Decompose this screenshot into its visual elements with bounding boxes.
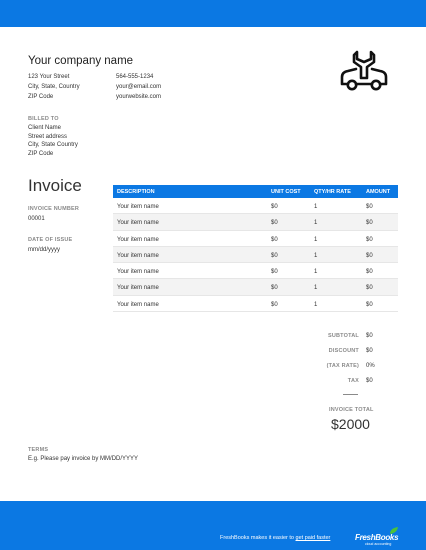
company-address	[28, 72, 80, 102]
item-description: Your item name	[117, 236, 159, 243]
terms-label: TERMS	[28, 447, 49, 453]
terms-text: E.g. Please pay invoice by MM/DD/YYYY	[28, 456, 139, 462]
client-zip: ZIP Code	[28, 150, 54, 157]
footer-message	[220, 535, 330, 541]
table-row	[113, 263, 398, 279]
header-unit-cost: UNIT COST	[271, 189, 301, 195]
date-of-issue: mm/dd/yyyy	[28, 247, 61, 253]
subtotal-value: $0	[366, 333, 373, 339]
item-description: Your item name	[117, 285, 159, 292]
address-line: 123 Your Street	[28, 74, 70, 80]
table-row	[113, 247, 398, 263]
freshbooks-logo[interactable]	[355, 527, 401, 547]
totals-divider	[343, 394, 358, 395]
contact-website: yourwebsite.com	[116, 94, 162, 100]
item-description: Your item name	[117, 252, 159, 259]
date-of-issue-label: DATE OF ISSUE	[28, 237, 73, 243]
item-qty: 1	[314, 204, 318, 210]
invoice-total-value: $2000	[331, 416, 370, 432]
item-qty: 1	[314, 285, 318, 292]
discount-label: DISCOUNT	[328, 348, 359, 354]
subtotal-label: SUBTOTAL	[327, 333, 359, 339]
item-unit-cost: $0	[271, 301, 278, 308]
tax-rate-value: 0%	[366, 363, 375, 369]
item-description: Your item name	[117, 301, 159, 308]
client-street: Street address	[28, 133, 68, 140]
item-qty: 1	[314, 236, 318, 243]
table-row	[113, 198, 398, 214]
client-city: City, State Country	[28, 142, 78, 148]
freshbooks-wordmark: FreshBooks	[355, 533, 399, 542]
item-unit-cost: $0	[271, 252, 278, 259]
footer-bar	[0, 501, 426, 550]
item-qty: 1	[314, 252, 318, 259]
tax-value: $0	[366, 378, 373, 384]
contact-phone: 564-555-1234	[116, 74, 154, 80]
item-unit-cost: $0	[271, 204, 278, 210]
header-amount: AMOUNT	[366, 189, 391, 195]
footer-text: FreshBooks makes it easier to	[220, 535, 296, 541]
company-name: Your company name	[28, 55, 134, 67]
item-amount: $0	[366, 269, 373, 276]
address-line: City, State, Country	[28, 84, 80, 90]
line-items-table	[113, 185, 398, 312]
item-qty: 1	[314, 301, 318, 308]
billed-to-details	[28, 124, 78, 158]
invoice-number: 00001	[28, 216, 45, 222]
item-unit-cost: $0	[271, 269, 278, 276]
table-row	[113, 231, 398, 247]
item-amount: $0	[366, 236, 373, 243]
top-accent-bar	[0, 0, 426, 27]
discount-value: $0	[366, 348, 373, 354]
item-amount: $0	[366, 220, 373, 227]
item-amount: $0	[366, 301, 373, 308]
wrench-car-icon	[336, 48, 392, 96]
table-row	[113, 296, 398, 312]
tax-label: TAX	[347, 378, 359, 384]
company-contact	[116, 72, 161, 102]
item-unit-cost: $0	[271, 236, 278, 243]
item-description: Your item name	[117, 269, 159, 276]
item-amount: $0	[366, 204, 373, 210]
item-amount: $0	[366, 252, 373, 259]
item-description: Your item name	[117, 220, 159, 227]
table-row	[113, 279, 398, 295]
item-amount: $0	[366, 285, 373, 292]
invoice-number-label: INVOICE NUMBER	[28, 206, 80, 212]
table-row	[113, 214, 398, 230]
tax-rate-label: (TAX RATE)	[326, 363, 359, 369]
client-name: Client Name	[28, 125, 62, 131]
freshbooks-tagline: cloud accounting	[365, 542, 392, 546]
item-qty: 1	[314, 220, 318, 227]
contact-email: your@email.com	[116, 84, 162, 90]
item-description: Your item name	[117, 204, 159, 210]
get-paid-faster-link[interactable]: get paid faster	[295, 535, 331, 541]
item-unit-cost: $0	[271, 220, 278, 227]
address-line: ZIP Code	[28, 94, 54, 100]
invoice-title: Invoice	[28, 176, 82, 195]
invoice-total-label: INVOICE TOTAL	[329, 407, 374, 413]
table-header	[113, 185, 398, 198]
header-qty-rate: QTY/HR RATE	[314, 189, 351, 195]
header-description: DESCRIPTION	[117, 189, 155, 195]
item-unit-cost: $0	[271, 285, 278, 292]
billed-to-label: BILLED TO	[28, 116, 59, 122]
item-qty: 1	[314, 269, 318, 276]
